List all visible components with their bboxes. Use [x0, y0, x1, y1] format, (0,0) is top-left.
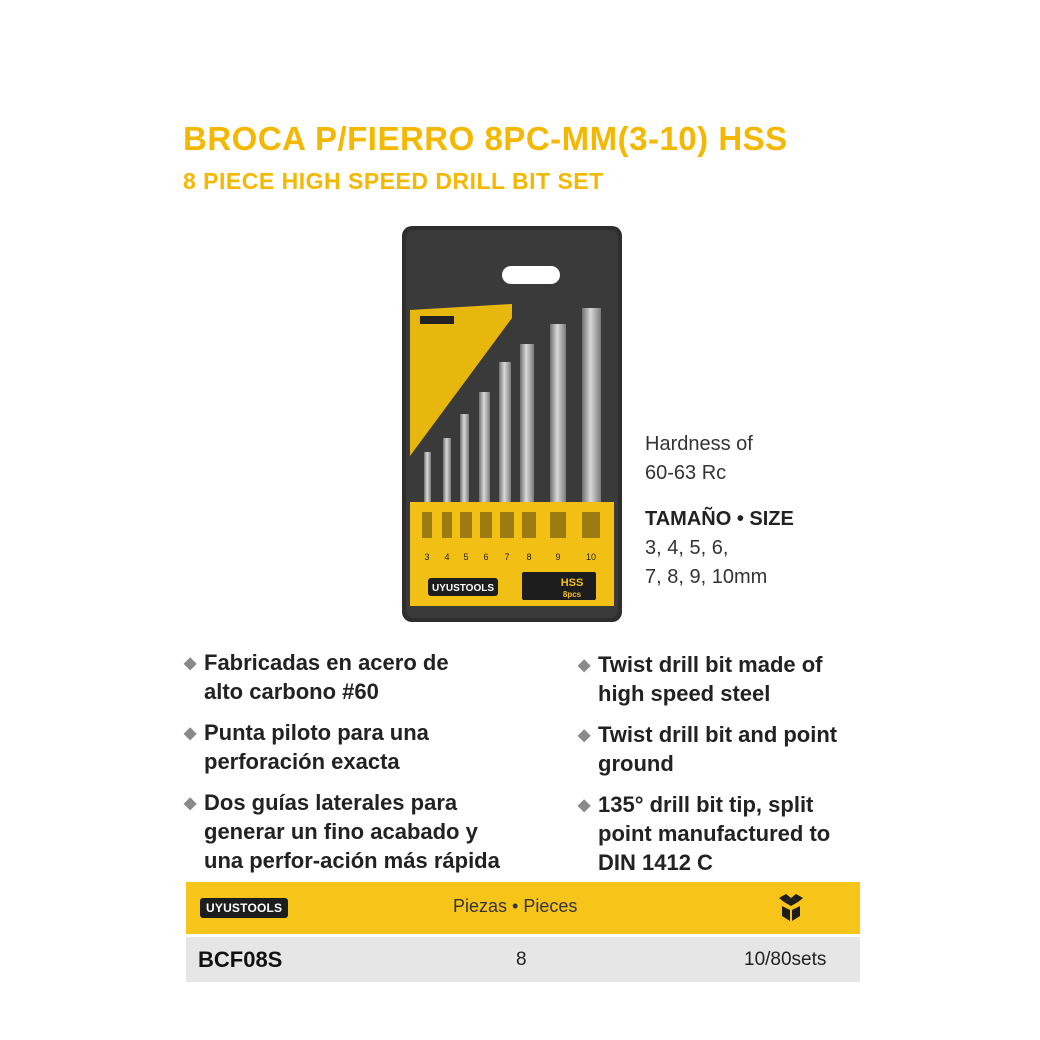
size-line-2: 7, 8, 9, 10mm — [645, 566, 768, 588]
size-label: 3 — [424, 552, 430, 562]
size-label: 9 — [555, 552, 561, 562]
bullet-item: ◆ Twist drill bit made of high speed steel — [578, 652, 823, 706]
bullet-item: ◆ Punta piloto para una perforación exacta — [184, 720, 429, 774]
bullet-dot-icon: ◆ — [184, 795, 197, 812]
bullet-dot-icon: ◆ — [578, 727, 591, 744]
brand-logo: UYUSTOOLS — [200, 898, 288, 918]
size-label: 4 — [444, 552, 450, 562]
table-row — [186, 937, 860, 982]
size-label: 6 — [483, 552, 489, 562]
product-subtitle: 8 PIECE HIGH SPEED DRILL BIT SET — [183, 168, 604, 194]
bullet-dot-icon: ◆ — [184, 725, 197, 742]
case-brand: UYUSTOOLS — [431, 583, 495, 594]
product-title: BROCA P/FIERRO 8PC-MM(3-10) HSS — [183, 120, 788, 157]
bullet-item: ◆ Dos guías laterales para generar un fino acabado y una perfor-ación más rápida — [184, 790, 500, 873]
hardness-line-2: 60-63 Rc — [645, 462, 727, 484]
bullet-item: ◆ Twist drill bit and point ground — [578, 722, 838, 776]
pcs-badge: 8pcs — [562, 590, 582, 599]
size-label: 5 — [463, 552, 469, 562]
bullet-dot-icon: ◆ — [578, 657, 591, 674]
pack-quantity: 10/80sets — [744, 949, 827, 970]
box-icon — [776, 894, 806, 927]
bullet-item: ◆ Fabricadas en acero de alto carbono #60 — [184, 650, 449, 704]
hardness-line-1: Hardness of — [645, 433, 753, 455]
size-label: 7 — [504, 552, 510, 562]
bullet-dot-icon: ◆ — [578, 797, 591, 814]
size-label: 8 — [526, 552, 532, 562]
product-code: BCF08S — [198, 947, 283, 972]
table-header — [186, 882, 860, 934]
size-line-1: 3, 4, 5, 6, — [645, 537, 729, 559]
size-label: 10 — [585, 552, 597, 562]
bullet-item: ◆ 135° drill bit tip, split point manufactured to DIN 1412 C — [578, 792, 831, 875]
product-image — [402, 226, 622, 622]
pieces-header: Piezas • Pieces — [453, 896, 578, 916]
hss-badge: HSS — [560, 577, 584, 589]
bullets-spanish — [184, 648, 544, 887]
drill-bit-case — [402, 226, 622, 622]
bullet-dot-icon: ◆ — [184, 655, 197, 672]
pieces-count: 8 — [516, 949, 527, 970]
bullets-english — [578, 650, 868, 889]
size-heading: TAMAÑO • SIZE — [645, 508, 794, 530]
